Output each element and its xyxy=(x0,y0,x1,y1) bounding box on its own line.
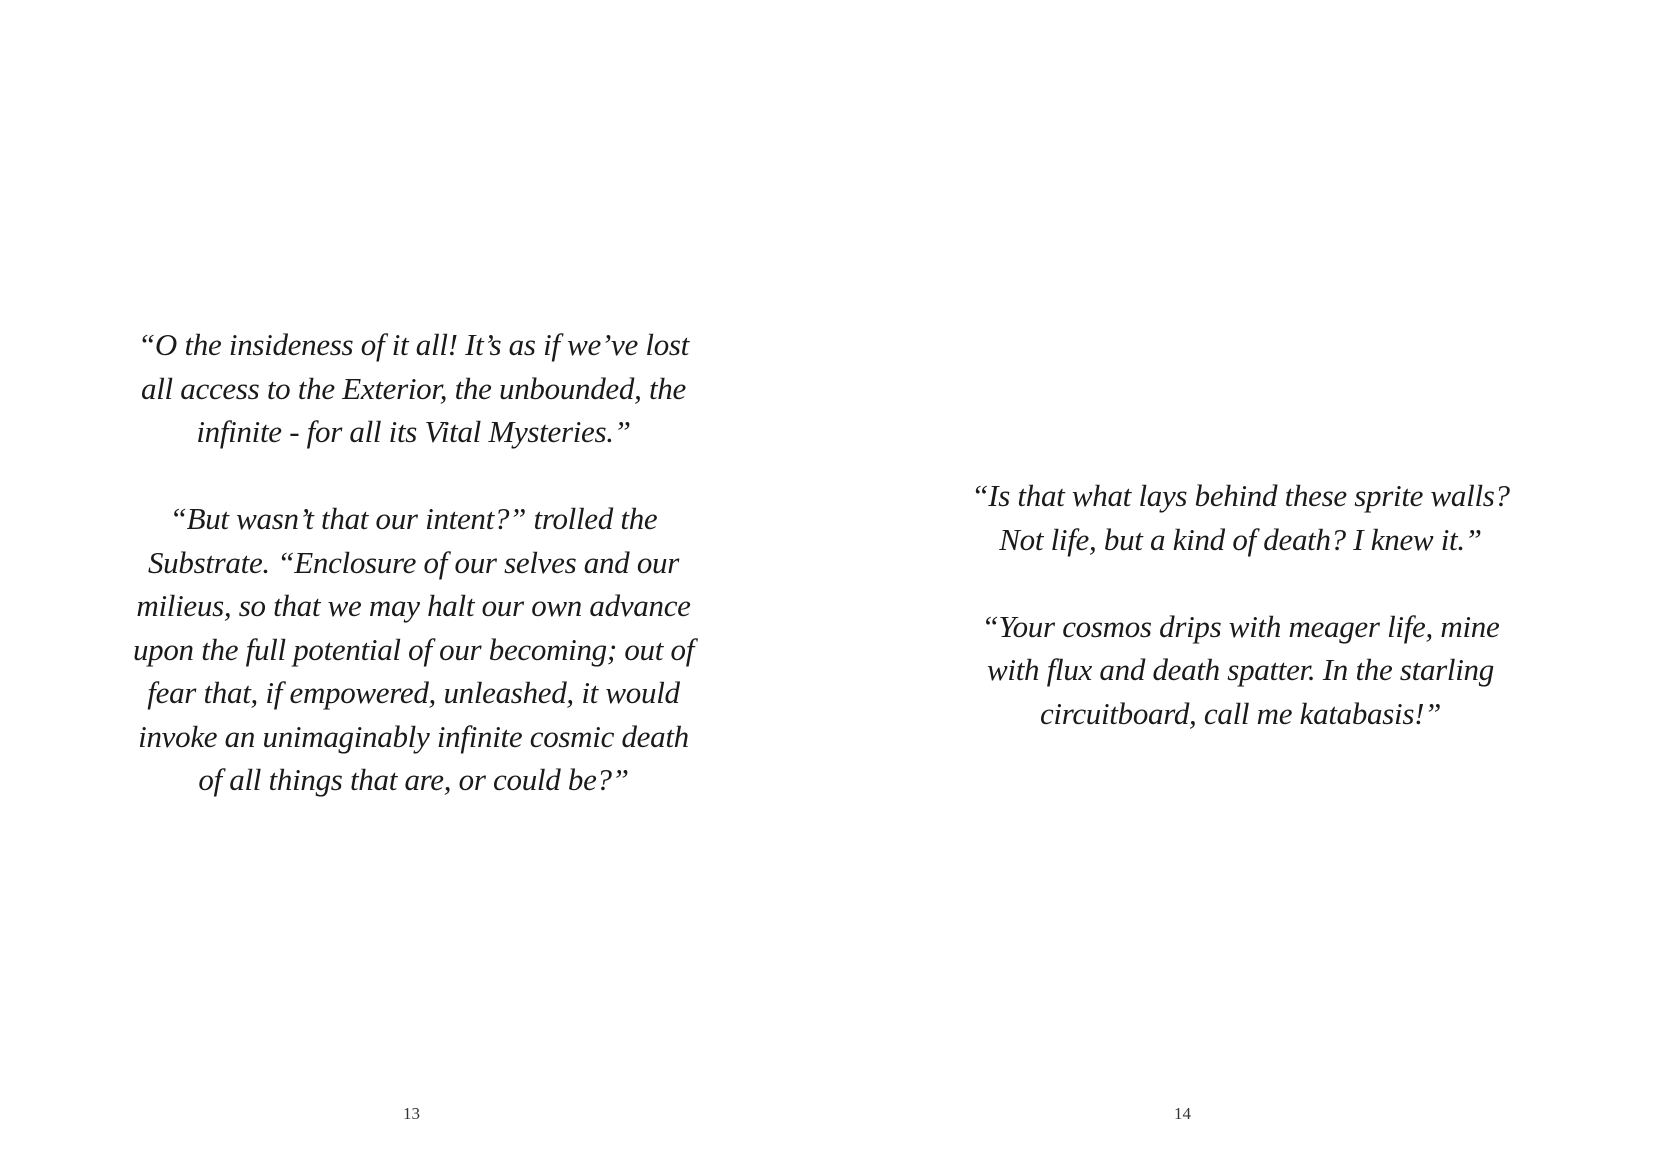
paragraph-spacer xyxy=(94,454,734,498)
paragraph-spacer xyxy=(931,561,1551,605)
text-line: Not life, but a kind of death? I knew it.” xyxy=(999,521,1482,557)
page-number: 14 xyxy=(1174,1104,1191,1123)
paragraph xyxy=(931,474,1551,561)
page-number: 13 xyxy=(403,1104,420,1123)
text-line: “Your cosmos drips with meager life, mine xyxy=(981,608,1500,644)
text-line: “O the insideness of it all! It’s as if we’ve lost xyxy=(137,327,689,362)
text-line: fear that, if empowered, unleashed, it would xyxy=(147,675,680,710)
text-line: invoke an unimaginably infinite cosmic death xyxy=(138,718,689,754)
right-page-text xyxy=(931,474,1551,735)
text-line: of all things that are, or could be?” xyxy=(198,762,629,797)
text-line: Substrate. “Enclosure of our selves and our xyxy=(147,544,679,580)
text-line: all access to the Exterior, the unbounded, the xyxy=(141,370,686,406)
text-line: milieus, so that we may halt our own advance xyxy=(136,588,691,623)
text-line: “But wasn’t that our intent?” trolled the xyxy=(169,501,658,536)
text-line: with flux and death spatter. In the starling xyxy=(987,652,1494,687)
text-line: “Is that what lays behind these sprite walls? xyxy=(971,478,1510,513)
text-line: infinite - for all its Vital Mysteries.” xyxy=(196,414,631,449)
text-line: circuitboard, call me katabasis!” xyxy=(1039,695,1442,731)
text-line: upon the full potential of our becoming; out of xyxy=(132,631,695,667)
paragraph xyxy=(94,323,734,454)
left-page-text xyxy=(94,323,734,802)
right-page xyxy=(827,0,1654,1166)
paragraph xyxy=(931,605,1551,736)
paragraph xyxy=(94,497,734,802)
